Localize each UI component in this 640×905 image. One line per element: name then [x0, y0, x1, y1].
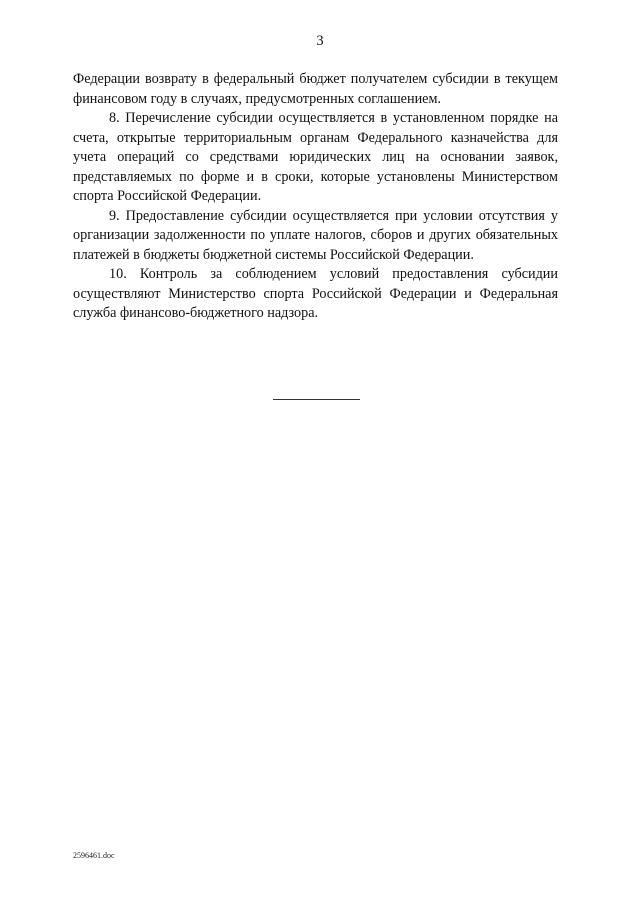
- document-body: [73, 70, 558, 324]
- paragraph-continuation: Федерации возврату в федеральный бюджет получателем субсидии в текущем финансовом году в случаях, предусмотренных соглашением.: [73, 71, 558, 107]
- page-number: 3: [316, 33, 324, 49]
- end-of-text-rule: [273, 399, 360, 400]
- footer-file-name: 2596461.doc: [73, 851, 115, 860]
- paragraph-item-8: 8. Перечисление субсидии осуществляется в установленном порядке на счета, открытые территориальным органам Федерального казначейства для учета операций со средствами юридических лиц на основании заявок, представляемых по форме и в сроки, которые установлены Министерством спорта Российской Федерации.: [73, 110, 558, 204]
- paragraph-item-10: 10. Контроль за соблюдением условий предоставления субсидии осуществляют Министерство спорта Российской Федерации и Федеральная служба финансово-бюджетного надзора.: [73, 266, 558, 321]
- paragraph-item-9: 9. Предоставление субсидии осуществляется при условии отсутствия у организации задолженности по уплате налогов, сборов и других обязательных платежей в бюджеты бюджетной системы Российской Федерации.: [73, 207, 558, 263]
